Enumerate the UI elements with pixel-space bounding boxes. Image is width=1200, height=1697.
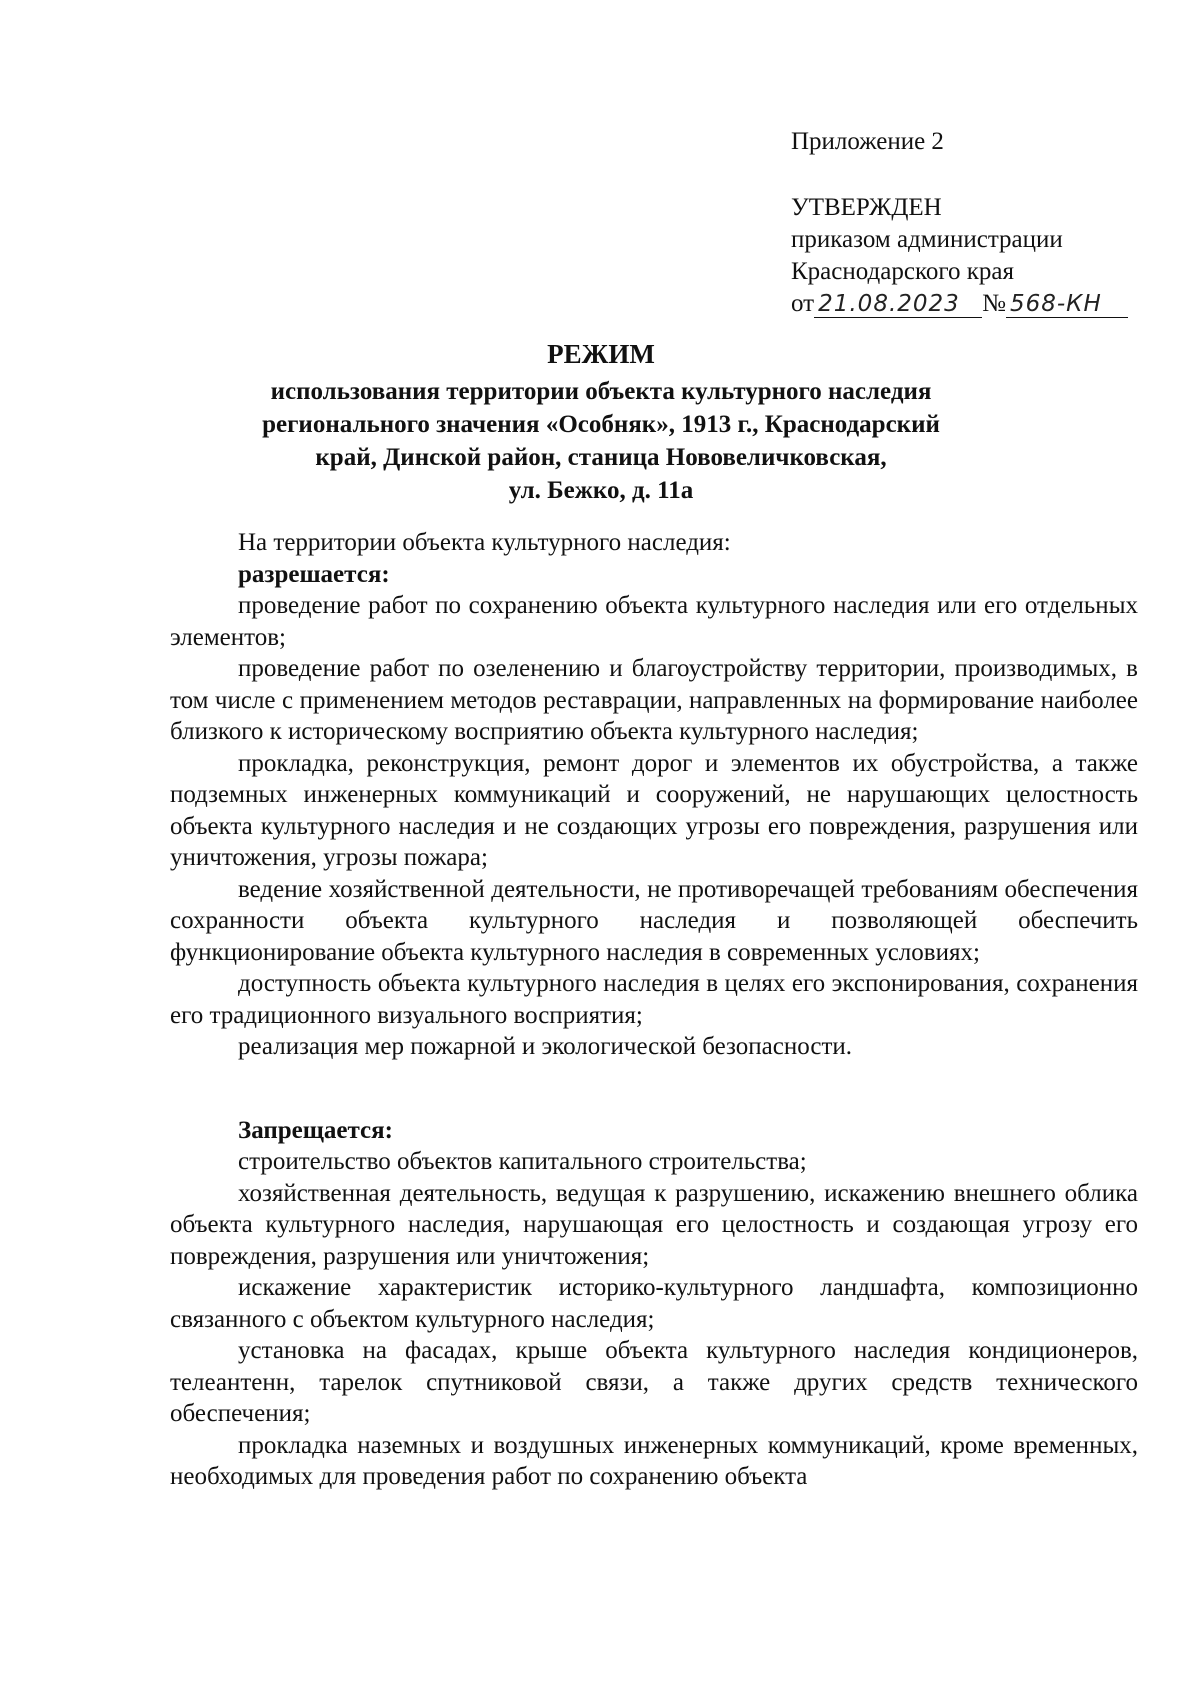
allowed-heading: разрешается:: [238, 560, 390, 588]
date-prefix: от: [791, 290, 815, 317]
forbidden-item: хозяйственная деятельность, ведущая к разрушению, искажению внешнего облика объекта культурного наследия, нарушающая его целостность и создающая угрозу его повреждения, разрушения или уничтожения;: [170, 1179, 1138, 1270]
forbidden-item: прокладка наземных и воздушных инженерных коммуникаций, кроме временных, необходимых для проведения работ по сохранению объекта: [170, 1431, 1138, 1490]
approval-line-1: приказом администрации: [791, 226, 1063, 253]
approval-stamp: [791, 126, 1128, 320]
approval-date-number: [791, 288, 1128, 320]
approval-line-2: Краснодарского края: [791, 258, 1014, 285]
number-prefix: №: [982, 290, 1006, 317]
allowed-item: реализация мер пожарной и экологической безопасности.: [238, 1033, 853, 1060]
allowed-item: доступность объекта культурного наследия в целях его экспонирования, сохранения его традиционного визуального восприятия;: [170, 970, 1138, 1029]
title-line-2: регионального значения «Особняк», 1913 г., Краснодарский: [262, 411, 940, 438]
section-spacer: [170, 1063, 1138, 1115]
approved-label: УТВЕРЖДЕН: [791, 194, 942, 221]
forbidden-item: искажение характеристик историко-культурного ландшафта, композиционно связанного с объектом культурного наследия;: [170, 1274, 1138, 1333]
title-main: РЕЖИМ: [547, 339, 655, 369]
document-body: [170, 527, 1138, 1493]
forbidden-item: строительство объектов капитального строительства;: [238, 1148, 807, 1175]
allowed-item: прокладка, реконструкция, ремонт дорог и элементов их обустройства, а также подземных инженерных коммуникаций и сооружений, не нарушающих целостность объекта культурного наследия и не создающих угрозы его повреждения, разрушения или уничтожения, угрозы пожара;: [170, 749, 1138, 871]
document-title: [150, 338, 1052, 507]
handwritten-number: 568-КН: [1006, 291, 1128, 318]
intro-paragraph: На территории объекта культурного наследия:: [238, 529, 731, 556]
title-line-3: край, Динской район, станица Нововеличковская,: [315, 444, 887, 471]
title-line-4: ул. Бежко, д. 11а: [508, 477, 694, 504]
allowed-item: проведение работ по озеленению и благоустройству территории, производимых, в том числе с применением методов реставрации, направленных на формирование наиболее близкого к историческому восприятию объекта культурного наследия;: [170, 655, 1138, 745]
title-line-1: использования территории объекта культурного наследия: [270, 378, 932, 405]
handwritten-date: 21.08.2023: [814, 291, 982, 318]
appendix-label: Приложение 2: [791, 128, 944, 155]
forbidden-heading: Запрещается:: [238, 1116, 394, 1144]
forbidden-item: установка на фасадах, крыше объекта культурного наследия кондиционеров, телеантенн, тарелок спутниковой связи, а также других средств технического обеспечения;: [170, 1337, 1138, 1427]
allowed-item: проведение работ по сохранению объекта культурного наследия или его отдельных элементов;: [170, 592, 1138, 651]
allowed-item: ведение хозяйственной деятельности, не противоречащей требованиям обеспечения сохранности объекта культурного наследия и позволяющей обеспечить функционирование объекта культурного наследия в современных условиях;: [170, 875, 1138, 966]
